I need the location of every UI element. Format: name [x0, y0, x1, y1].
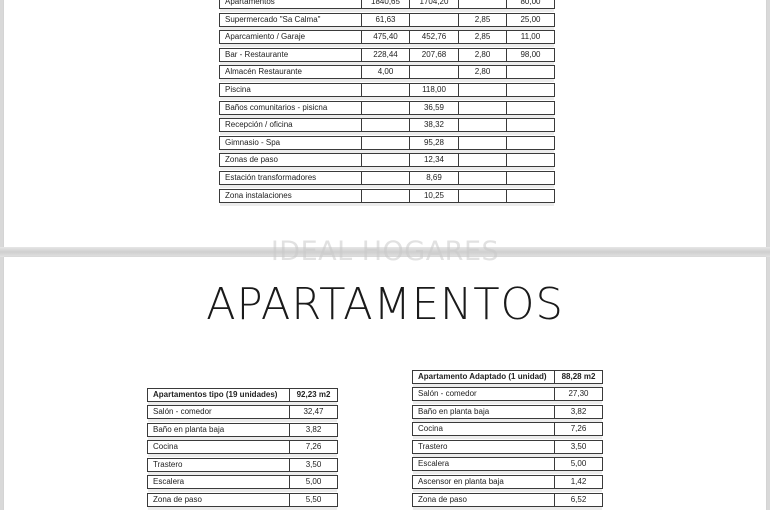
row-value-4 — [506, 84, 554, 96]
row-value-3: 2,80 — [458, 66, 506, 78]
row-value-1: 61,63 — [361, 14, 409, 26]
table-row — [147, 440, 338, 454]
row-label: Ascensor en planta baja — [418, 477, 504, 486]
row-value-3 — [458, 154, 506, 166]
table-row — [219, 48, 555, 62]
row-value-2: 38,32 — [409, 119, 458, 131]
row-value-4 — [506, 154, 554, 166]
row-value-3: 2,85 — [458, 14, 506, 26]
table-row — [219, 30, 555, 44]
row-label: Escalera — [153, 477, 185, 486]
row-value: 3,50 — [554, 441, 602, 453]
row-value-3 — [458, 137, 506, 149]
row-label: Cocina — [418, 424, 443, 433]
row-value-4: 25,00 — [506, 14, 554, 26]
row-value: 3,82 — [554, 406, 602, 418]
table-row — [412, 475, 603, 489]
row-label: Trastero — [418, 442, 448, 451]
row-value-1: 475,40 — [361, 31, 409, 43]
table-row — [412, 387, 603, 401]
row-value-4 — [506, 137, 554, 149]
row-label: Cocina — [153, 442, 178, 451]
row-value-3 — [458, 172, 506, 184]
row-value-1 — [361, 84, 409, 96]
row-label: Apartamentos — [225, 0, 275, 6]
row-value-1: 4,00 — [361, 66, 409, 78]
row-value: 7,26 — [289, 441, 337, 453]
row-label: Escalera — [418, 459, 450, 468]
table-row — [219, 153, 555, 167]
row-label: Supermercado "Sa Calma" — [225, 15, 321, 24]
row-value-4 — [506, 172, 554, 184]
row-value: 27,30 — [554, 388, 602, 400]
table-row — [219, 0, 555, 9]
table-row — [219, 101, 555, 115]
row-value: 5,50 — [289, 494, 337, 506]
row-value-4: 98,00 — [506, 49, 554, 61]
table-row — [412, 457, 603, 471]
table-row — [219, 189, 555, 203]
row-value-4 — [506, 66, 554, 78]
row-value-1: 1840,65 — [361, 0, 409, 8]
row-label: Zona instalaciones — [225, 191, 292, 200]
row-value-1 — [361, 154, 409, 166]
header-label: Apartamentos tipo (19 unidades) — [153, 390, 278, 399]
row-value-3 — [458, 84, 506, 96]
row-value-2: 207,68 — [409, 49, 458, 61]
row-label: Gimnasio - Spa — [225, 138, 281, 147]
table-row — [147, 493, 338, 507]
table-row — [219, 65, 555, 79]
row-value-3: 2,80 — [458, 49, 506, 61]
row-label: Zonas de paso — [225, 155, 278, 164]
row-value-3 — [458, 0, 506, 8]
row-label: Zona de paso — [418, 495, 467, 504]
row-value-2: 36,59 — [409, 102, 458, 114]
row-value-1 — [361, 190, 409, 202]
row-value-3 — [458, 102, 506, 114]
row-label: Estación transformadores — [225, 173, 317, 182]
table-header-row — [412, 370, 603, 384]
row-label: Baño en planta baja — [153, 425, 225, 434]
row-label: Piscina — [225, 85, 251, 94]
row-value-4 — [506, 102, 554, 114]
watermark: IDEAL HOGARES — [270, 236, 500, 267]
header-total-area: 92,23 m2 — [289, 389, 337, 401]
row-value-4: 80,00 — [506, 0, 554, 8]
row-value-2: 1704,20 — [409, 0, 458, 8]
row-value-2: 8,69 — [409, 172, 458, 184]
table-header-row — [147, 388, 338, 402]
row-label: Aparcamiento / Garaje — [225, 32, 306, 41]
row-value-2: 118,00 — [409, 84, 458, 96]
table-row — [219, 13, 555, 27]
row-value-2 — [409, 66, 458, 78]
table-row — [412, 422, 603, 436]
row-value-1 — [361, 137, 409, 149]
row-label: Baño en planta baja — [418, 407, 490, 416]
header-label: Apartamento Adaptado (1 unidad) — [418, 372, 547, 381]
table-row — [412, 405, 603, 419]
row-label: Baños comunitarios - pisicna — [225, 103, 328, 112]
row-value-1: 228,44 — [361, 49, 409, 61]
row-value-4 — [506, 119, 554, 131]
header-total-area: 88,28 m2 — [554, 371, 602, 383]
table-row — [412, 493, 603, 507]
table-row — [147, 423, 338, 437]
table-row — [219, 136, 555, 150]
row-value-3 — [458, 190, 506, 202]
row-value: 1,42 — [554, 476, 602, 488]
row-value-3: 2,85 — [458, 31, 506, 43]
table-row — [147, 405, 338, 419]
table-row — [147, 475, 338, 489]
row-value-1 — [361, 119, 409, 131]
page-separator — [0, 247, 770, 257]
row-value-3 — [458, 119, 506, 131]
table-row — [219, 83, 555, 97]
row-value: 3,50 — [289, 459, 337, 471]
row-value-1 — [361, 102, 409, 114]
row-value-2: 12,34 — [409, 154, 458, 166]
row-value: 6,52 — [554, 494, 602, 506]
row-value-2: 95,28 — [409, 137, 458, 149]
row-value: 32,47 — [289, 406, 337, 418]
row-value-1 — [361, 172, 409, 184]
row-label: Bar - Restaurante — [225, 50, 289, 59]
section-title: APARTAMENTOS — [206, 279, 564, 330]
row-value-2 — [409, 14, 458, 26]
row-label: Trastero — [153, 460, 183, 469]
row-value-2: 10,25 — [409, 190, 458, 202]
row-label: Zona de paso — [153, 495, 202, 504]
row-value: 7,26 — [554, 423, 602, 435]
row-label: Recepción / oficina — [225, 120, 293, 129]
row-value: 3,82 — [289, 424, 337, 436]
table-row — [412, 440, 603, 454]
row-value-4: 11,00 — [506, 31, 554, 43]
row-label: Salón - comedor — [153, 407, 212, 416]
row-label: Salón - comedor — [418, 389, 477, 398]
row-value: 5,00 — [554, 458, 602, 470]
row-value: 5,00 — [289, 476, 337, 488]
row-value-2: 452,76 — [409, 31, 458, 43]
row-value-4 — [506, 190, 554, 202]
table-row — [147, 458, 338, 472]
table-row — [219, 118, 555, 132]
table-row — [219, 171, 555, 185]
row-label: Almacén Restaurante — [225, 67, 302, 76]
